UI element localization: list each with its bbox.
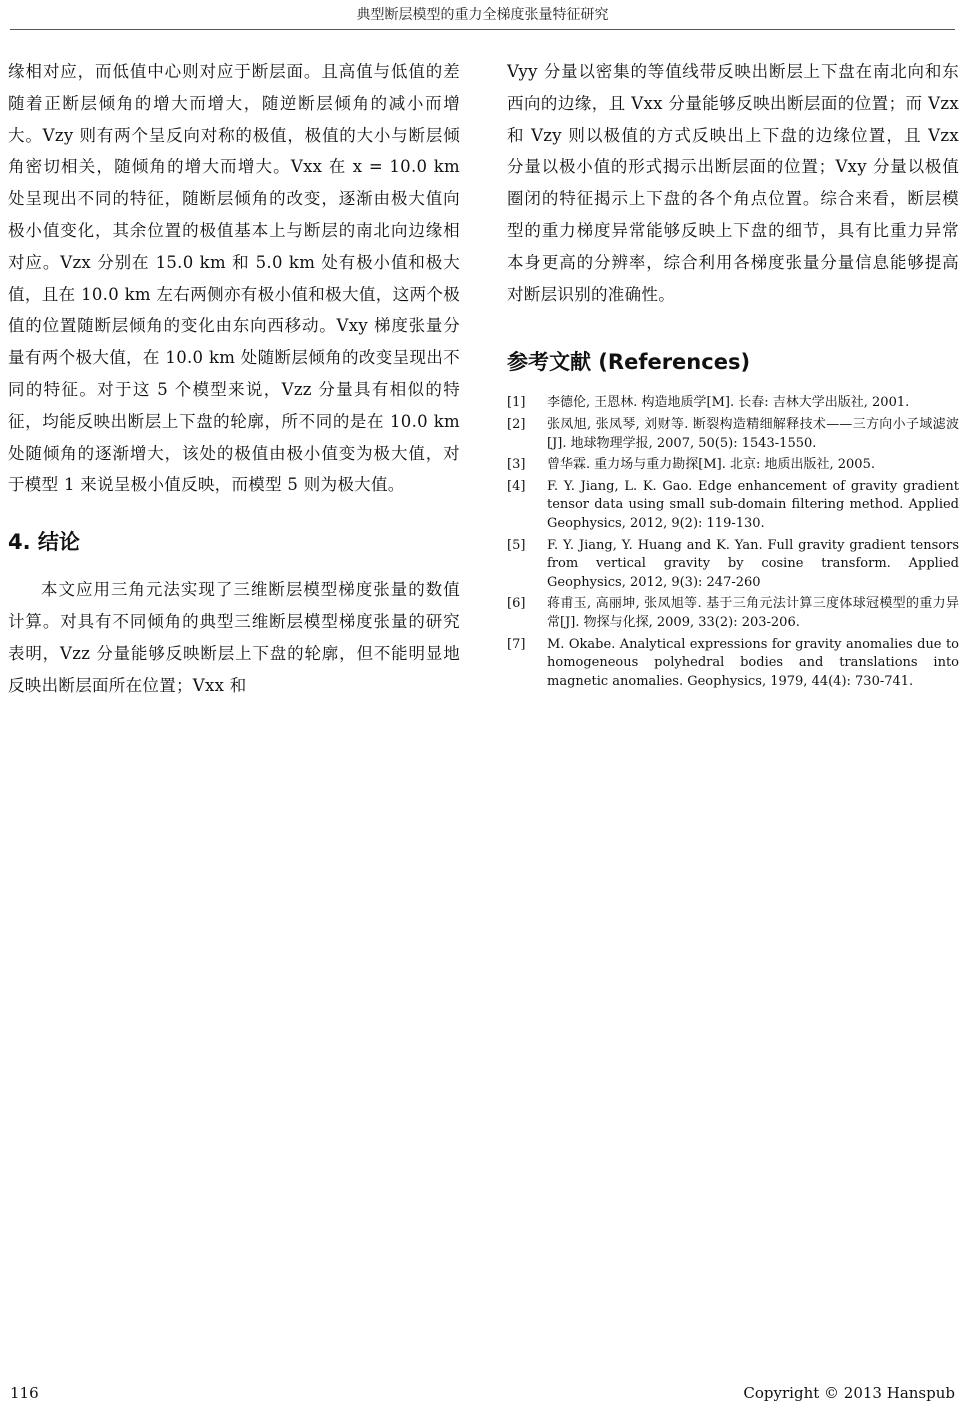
reference-item [507,537,959,593]
reference-item [507,636,959,692]
reference-number: [5] [507,537,526,553]
right-column [507,56,959,694]
reference-text: 蒋甫玉, 高丽坤, 张凤旭等. 基于三角元法计算三度体球冠模型的重力异常[J]. 物探与化探, 2009, 33(2): 203-206. [547,596,959,630]
reference-text: 张凤旭, 张凤琴, 刘财等. 断裂构造精细解释技术——三方向小子域滤波[J]. 地球物理学报, 2007, 50(5): 1543-1550. [547,416,959,451]
section-title-conclusion: 4. 结论 [8,530,80,555]
header-divider [10,29,955,30]
reference-number: [3] [507,457,526,473]
page-number: 116 [10,1384,39,1402]
reference-text: 李德伦, 王恩林. 构造地质学[M]. 长春: 吉林大学出版社, 2001. [547,395,910,411]
reference-item [507,478,959,534]
running-header: 典型断层模型的重力全梯度张量特征研究 [356,7,609,23]
body-paragraph: Vyy 分量以密集的等值线带反映出断层上下盘在南北向和东西向的边缘，且 Vxx 分量能够反映出断层面的位置；而 Vzx 和 Vzy 则以极值的方式反映出上下盘的边缘位置，且 Vzx 分量以极小值的形式揭示出断层面的位置；Vxy 分量以极值圈闭的特征揭示上下盘的各个角点位置。综合来看，断层模型的重力梯度异常能够反映上下盘的细节，具有比重力异常本身更高的分辨率，综合利用各梯度张量分量信息能够提高对断层识别的准确性。 [507,62,959,304]
reference-number: [6] [507,596,526,612]
reference-item [507,456,959,475]
left-column [8,56,460,701]
reference-text: 曾华霖. 重力场与重力勘探[M]. 北京: 地质出版社, 2005. [547,457,875,473]
references-title: 参考文献 (References) [507,350,751,375]
copyright-notice: Copyright © 2013 Hanspub [743,1384,955,1402]
reference-number: [2] [507,416,526,432]
body-paragraph: 本文应用三角元法实现了三维断层模型梯度张量的数值计算。对具有不同倾角的典型三维断层模型梯度张量的研究表明，Vzz 分量能够反映断层上下盘的轮廓，但不能明显地反映出断层面所在位置；Vxx 和 [8,580,460,695]
reference-number: [4] [507,478,526,494]
reference-list [507,394,959,691]
reference-text: F. Y. Jiang, L. K. Gao. Edge enhancement of gravity gradient tensor data using small sub-domain filtering method. Applied Geophysics, 2012, 9(2): 119-130. [547,478,959,531]
reference-item [507,595,959,632]
reference-number: [7] [507,636,526,652]
reference-item [507,394,959,413]
reference-text: F. Y. Jiang, Y. Huang and K. Yan. Full gravity gradient tensors from vertical gravity by cosine transform. Applied Geophysics, 2012, 9(3): 247-260 [547,537,959,590]
reference-item [507,416,959,453]
body-paragraph: 缘相对应，而低值中心则对应于断层面。且高值与低值的差随着正断层倾角的增大而增大，随逆断层倾角的减小而增大。Vzy 则有两个呈反向对称的极值，极值的大小与断层倾角密切相关，随倾角的增大而增大。Vxx 在 x = 10.0 km 处呈现出不同的特征，随断层倾角的改变，逐渐由极大值向极小值变化，其余位置的极值基本上与断层的南北向边缘相对应。Vzx 分别在 15.0 km 和 5.0 km 处有极小值和极大值，且在 10.0 km 左右两侧亦有极小值和极大值，这两个极值的位置随断层倾角的变化由东向西移动。Vxy 梯度张量分量有两个极大值，在 10.0 km 处随断层倾角的改变呈现出不同的特征。对于这 5 个模型来说，Vzz 分量具有相似的特征，均能反映出断层上下盘的轮廓，所不同的是在 10.0 km 处随倾角的逐渐增大，该处的极值由极小值变为极大值，对于模型 1 来说呈极小值反映，而模型 5 则为极大值。 [8,62,460,495]
reference-text: M. Okabe. Analytical expressions for gravity anomalies due to homogeneous polyhedral bodies and translations into magnetic anomalies. Geophysics, 1979, 44(4): 730-741. [547,636,959,689]
reference-number: [1] [507,395,526,411]
